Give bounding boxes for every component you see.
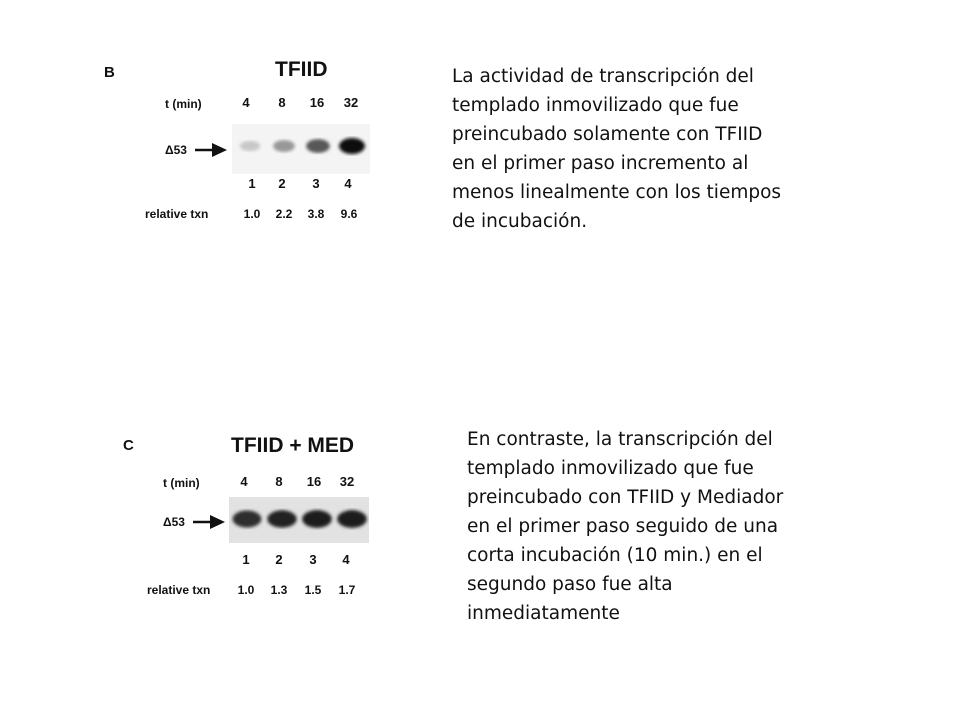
lane-number: 1 [242, 552, 250, 567]
relative-txn-value: 1.3 [270, 583, 288, 597]
time-value: 8 [278, 95, 286, 110]
gel-band [233, 511, 262, 528]
time-row-label: t (min) [165, 97, 202, 111]
gel-band [339, 138, 365, 154]
description-line: en el primer paso incremento al [452, 153, 749, 174]
time-row-label: t (min) [163, 476, 200, 490]
relative-txn-value: 1.7 [338, 583, 356, 597]
panel-title: TFIID [275, 58, 328, 81]
description-line: En contraste, la transcripción del [467, 429, 773, 450]
description-line: segundo paso fue alta [467, 574, 673, 595]
description-line: inmediatamente [467, 603, 620, 624]
band-label: Δ53 [163, 515, 185, 529]
description-line: preincubado con TFIID y Mediador [467, 487, 784, 508]
description-line: preincubado solamente con TFIID [452, 124, 763, 145]
arrow-right-icon [192, 512, 226, 532]
relative-txn-label: relative txn [147, 583, 211, 597]
gel-band [337, 510, 367, 528]
time-value: 32 [343, 95, 359, 110]
description-b [452, 62, 781, 236]
time-value: 8 [275, 474, 283, 489]
description-line: templado inmovilizado que fue [452, 95, 739, 116]
gel-band [267, 510, 296, 527]
lane-number: 2 [278, 176, 286, 191]
gel-band [273, 140, 295, 152]
gel-image-c [229, 497, 369, 543]
time-value: 32 [339, 474, 355, 489]
relative-txn-value: 1.0 [243, 207, 261, 221]
time-value: 4 [242, 95, 250, 110]
gel-band [302, 510, 332, 528]
relative-txn-value: 9.6 [340, 207, 358, 221]
lane-number: 2 [275, 552, 283, 567]
description-c [467, 425, 783, 628]
lane-number: 4 [342, 552, 350, 567]
gel-image-b [232, 124, 370, 174]
relative-txn-value: 2.2 [275, 207, 293, 221]
lane-number: 3 [309, 552, 317, 567]
description-line: menos linealmente con los tiempos [452, 182, 782, 203]
relative-txn-value: 1.5 [304, 583, 322, 597]
description-line: corta incubación (10 min.) en el [467, 545, 763, 566]
panel-letter: C [123, 437, 134, 454]
lane-number: 3 [312, 176, 320, 191]
description-line: de incubación. [452, 211, 588, 232]
time-value: 4 [240, 474, 248, 489]
description-line: en el primer paso seguido de una [467, 516, 779, 537]
gel-band [306, 139, 330, 153]
relative-txn-value: 3.8 [307, 207, 325, 221]
relative-txn-value: 1.0 [237, 583, 255, 597]
band-label: Δ53 [165, 143, 187, 157]
description-line: templado inmovilizado que fue [467, 458, 754, 479]
panel-letter: B [104, 64, 115, 81]
gel-band [240, 141, 260, 151]
panel-title: TFIID + MED [231, 434, 355, 457]
lane-number: 1 [248, 176, 256, 191]
lane-number: 4 [344, 176, 352, 191]
time-value: 16 [309, 95, 325, 110]
time-value: 16 [306, 474, 322, 489]
arrow-right-icon [194, 140, 228, 160]
relative-txn-label: relative txn [145, 207, 209, 221]
description-line: La actividad de transcripción del [452, 66, 754, 87]
